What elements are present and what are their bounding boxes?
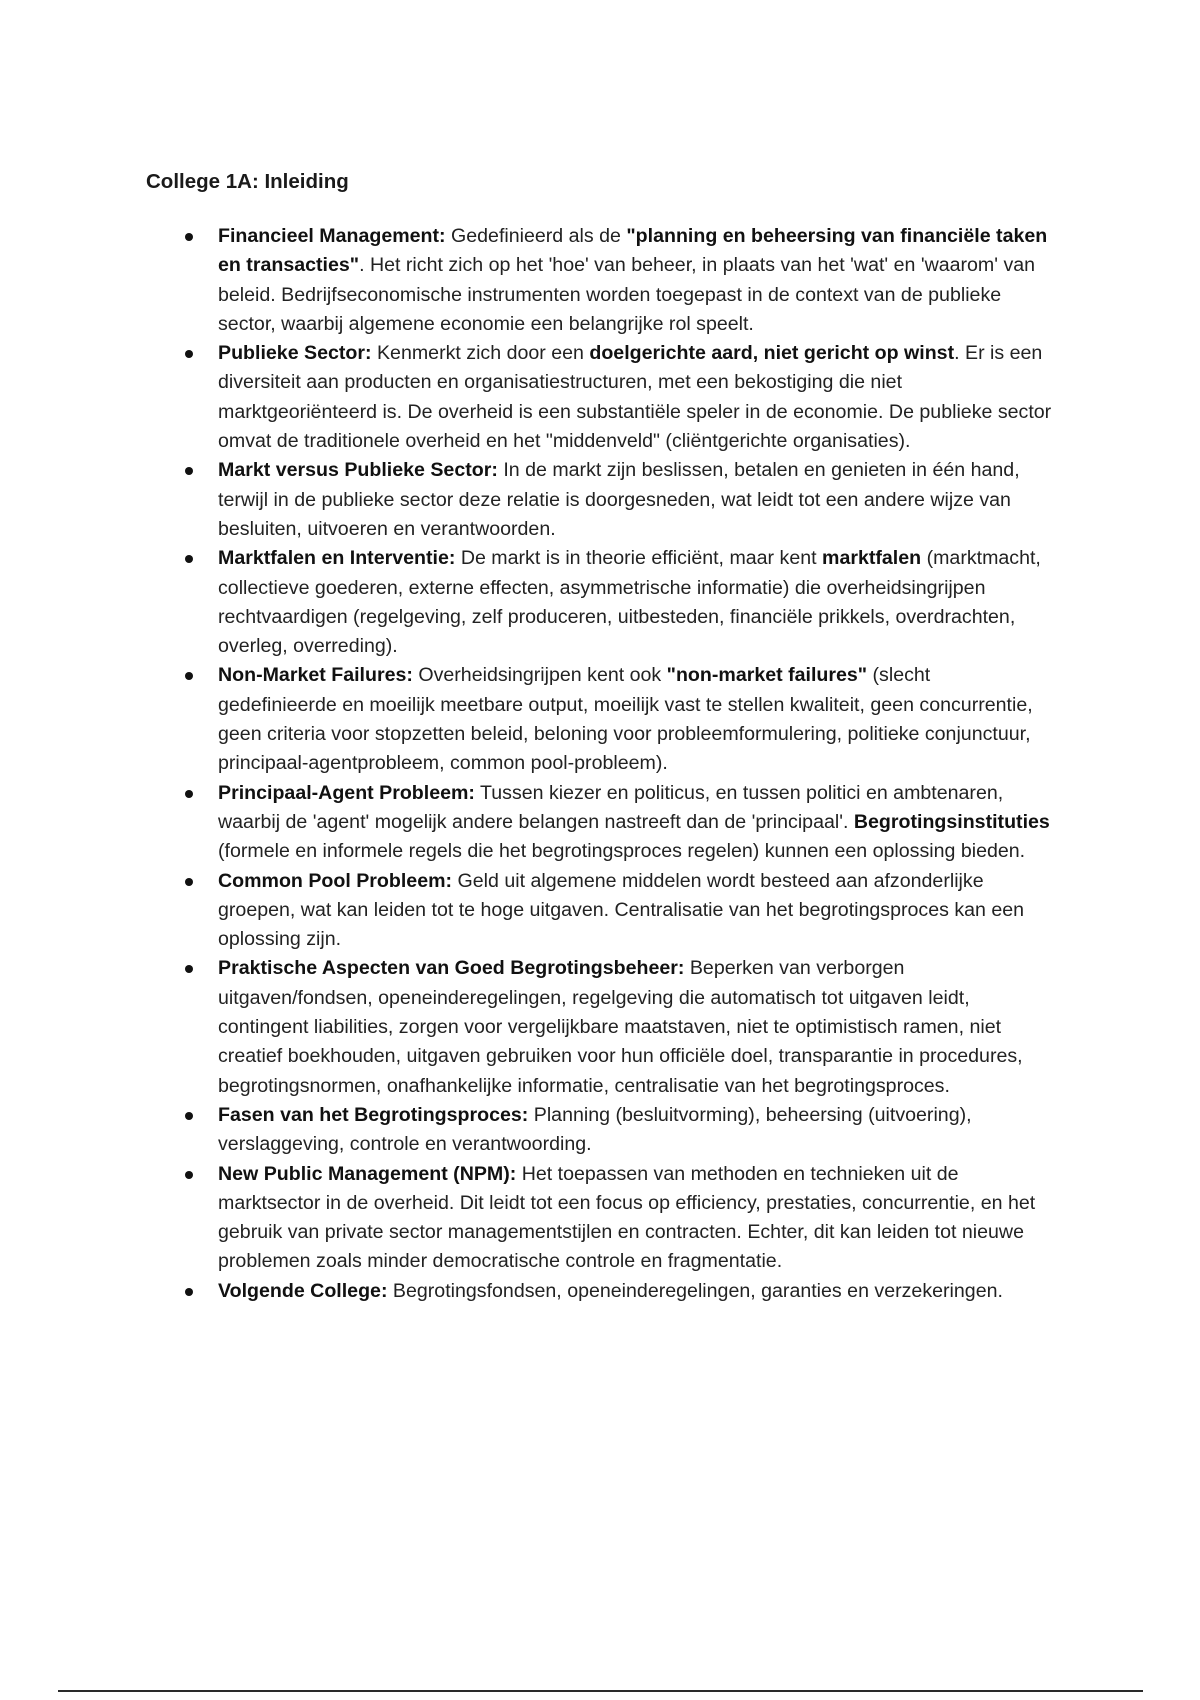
item-text: Planning (besluitvorming), beheersing (uitvoering), verslaggeving, controle en verantwoording.	[218, 1103, 972, 1156]
item-emphasis: Begrotingsinstituties	[853, 810, 1050, 833]
list-item-markt-versus-publieke-sector	[218, 456, 1053, 544]
item-term: Praktische Aspecten van Goed Begrotingsbeheer:	[218, 957, 685, 980]
item-emphasis: marktfalen	[822, 547, 922, 570]
list-item-principaal-agent-probleem	[218, 779, 1053, 867]
list-item-praktische-aspecten	[218, 954, 1053, 1100]
bottom-divider	[58, 1690, 1143, 1692]
page-title: College 1A: Inleiding	[146, 170, 349, 193]
list-item-marktfalen-en-interventie	[218, 544, 1053, 661]
item-text: . Er is een diversiteit aan producten en organisatiestructuren, met een bekostiging die niet marktgeoriënteerd is. De overheid is een substantiële speler in de economie. De publieke sector omvat de traditionele overheid en het "middenveld" (cliëntgerichte organisaties).	[218, 342, 1052, 453]
item-term: Markt versus Publieke Sector:	[218, 459, 498, 482]
item-text: Begrotingsfondsen, openeinderegelingen, garanties en verzekeringen.	[387, 1279, 1003, 1302]
item-text: Overheidsingrijpen kent ook	[412, 664, 667, 687]
list-item-fasen-begrotingsproces	[218, 1101, 1053, 1160]
item-term: New Public Management (NPM):	[218, 1162, 517, 1185]
list-item-financieel-management	[218, 222, 1053, 339]
item-text: Het toepassen van methoden en technieken uit de marktsector in de overheid. Dit leidt tot een focus op efficiency, prestaties, concurrentie, en het gebruik van private sector managementstijlen en contracten. Echter, dit kan leiden tot nieuwe problemen zoals minder democratische controle en fragmentatie.	[218, 1162, 1036, 1273]
list-item-new-public-management	[218, 1160, 1053, 1277]
item-text: Tussen kiezer en politicus, en tussen politici en ambtenaren, waarbij de 'agent' mogelijk andere belangen nastreeft dan de 'principaal'.	[218, 781, 1004, 833]
item-text: Gedefinieerd als de	[445, 225, 627, 247]
item-term: Marktfalen en Interventie:	[218, 547, 456, 570]
item-text: (slecht gedefinieerde en moeilijk meetbare output, moeilijk vast te stellen kwaliteit, geen concurrentie, geen criteria voor stopzetten beleid, beloning voor probleemformulering, politieke conjunctuur, principaal-agentprobleem, common pool-probleem).	[218, 664, 1033, 775]
item-term: Financieel Management:	[218, 225, 446, 247]
item-emphasis: "non-market failures"	[666, 664, 868, 687]
item-text: Geld uit algemene middelen wordt besteed aan afzonderlijke groepen, wat kan leiden tot te hoge uitgaven. Centralisatie van het begrotingsproces kan een oplossing zijn.	[218, 869, 1025, 951]
list-item-common-pool-probleem	[218, 867, 1053, 955]
item-text: De markt is in theorie efficiënt, maar kent	[455, 547, 823, 570]
item-term: Principaal-Agent Probleem:	[218, 781, 475, 804]
item-text: (formele en informele regels die het begrotingsproces regelen) kunnen een oplossing bieden.	[218, 840, 1026, 863]
item-term: Common Pool Probleem:	[218, 869, 453, 892]
item-text: Beperken van verborgen uitgaven/fondsen, openeinderegelingen, regelgeving die automatisch tot uitgaven leidt, contingent liabilities, zorgen voor vergelijkbare maatstaven, niet te optimistisch ramen, niet creatief boekhouden, uitgaven gebruiken voor hun officiële doel, transparantie in procedures, begrotingsnormen, onafhankelijke informatie, centralisatie van het begrotingsproces.	[218, 957, 1023, 1097]
item-text: In de markt zijn beslissen, betalen en genieten in één hand, terwijl in de publieke sector deze relatie is doorgesneden, wat leidt tot een andere wijze van besluiten, uitvoeren en verantwoorden.	[218, 459, 1020, 540]
item-term: Publieke Sector:	[218, 342, 372, 365]
list-item-volgende-college	[218, 1277, 1053, 1306]
item-term: Volgende College:	[218, 1279, 388, 1302]
item-term: Fasen van het Begrotingsproces:	[218, 1103, 529, 1126]
bullet-list	[218, 222, 1053, 1306]
item-emphasis: "planning en beheersing van financiële taken en transacties"	[218, 225, 1048, 277]
item-term: Non-Market Failures:	[218, 664, 413, 687]
list-item-publieke-sector	[218, 339, 1053, 456]
item-text: . Het richt zich op het 'hoe' van beheer, in plaats van het 'wat' en 'waarom' van beleid. Bedrijfseconomische instrumenten worden toegepast in de context van de publieke sector, waarbij algemene economie een belangrijke rol speelt.	[218, 254, 1036, 335]
item-emphasis: doelgerichte aard, niet gericht op winst	[589, 342, 955, 365]
item-text: Kenmerkt zich door een	[371, 342, 590, 365]
list-item-non-market-failures	[218, 661, 1053, 778]
item-text: (marktmacht, collectieve goederen, externe effecten, asymmetrische informatie) die overheidsingrijpen rechtvaardigen (regelgeving, zelf produceren, uitbesteden, financiële prikkels, overdrachten, overleg, overreding).	[218, 547, 1041, 658]
